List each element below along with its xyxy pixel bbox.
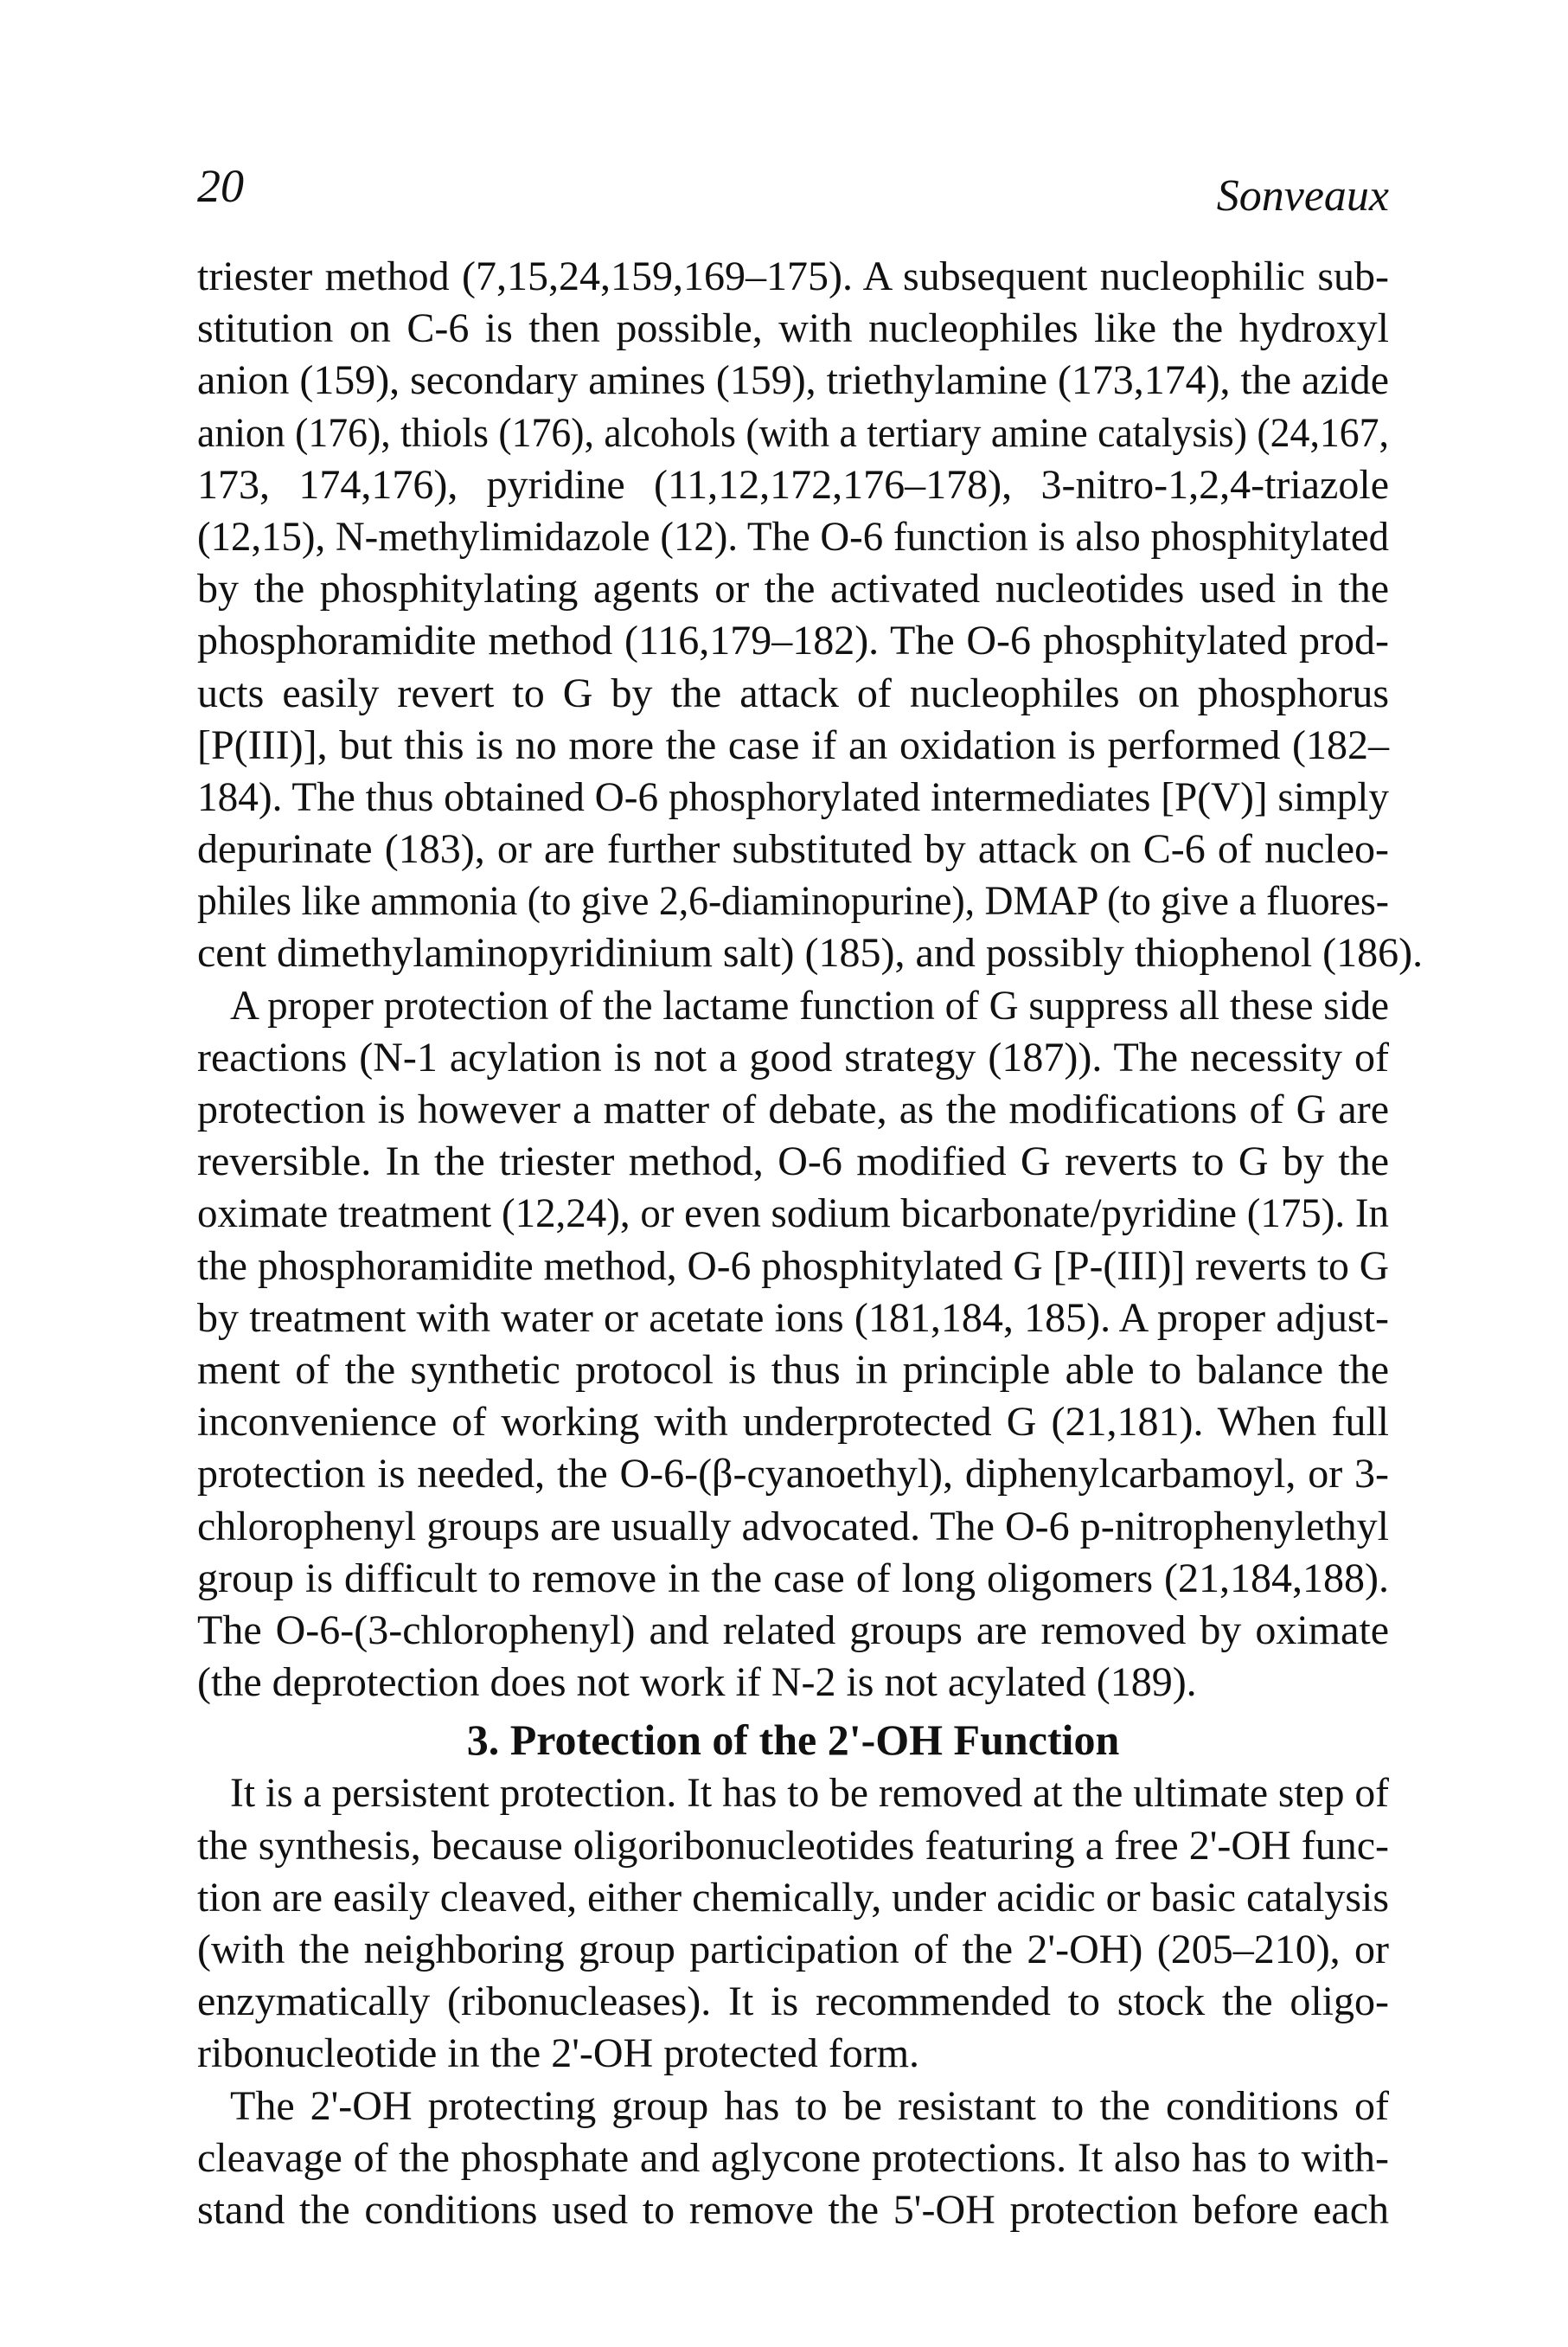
text-line: cent dimethylaminopyridinium salt) (185), and possibly thiophenol (186). <box>197 930 1424 977</box>
text-line: triester method (7,15,24,159,169–175). A subsequent nucleophilic sub- <box>197 253 1389 299</box>
text-line: stand the conditions used to remove the 5'-OH protection before each <box>197 2186 1389 2233</box>
text-line: stitution on C-6 is then possible, with nucleophiles like the hydroxyl <box>197 305 1389 352</box>
text-line: by the phosphitylating agents or the activated nucleotides used in the <box>197 566 1389 612</box>
text-line: enzymatically (ribonucleases). It is recommended to stock the oligo- <box>197 1978 1389 2025</box>
text-line: by treatment with water or acetate ions (181,184, 185). A proper adjust- <box>197 1294 1389 1341</box>
text-line: group is difficult to remove in the case of long oligomers (21,184,188). <box>197 1555 1389 1601</box>
text-line: the phosphoramidite method, O-6 phosphitylated G [P-(III)] reverts to G <box>197 1242 1389 1289</box>
text-line: anion (159), secondary amines (159), triethylamine (173,174), the azide <box>197 357 1389 404</box>
text-line: tion are easily cleaved, either chemically, under acidic or basic catalysis <box>197 1874 1389 1921</box>
text-line: the synthesis, because oligoribonucleotides featuring a free 2'-OH func- <box>197 1822 1389 1869</box>
text-line: oximate treatment (12,24), or even sodium bicarbonate/pyridine (175). In <box>197 1190 1389 1237</box>
text-line: It is a persistent protection. It has to be removed at the ultimate step of <box>230 1770 1389 1817</box>
text-line: A proper protection of the lactame function of G suppress all these side <box>230 982 1389 1029</box>
text-line: The O-6-(3-chlorophenyl) and related groups are removed by oximate <box>197 1606 1389 1653</box>
text-line: philes like ammonia (to give 2,6-diaminopurine), DMAP (to give a fluores- <box>197 878 1389 925</box>
text-line: 173, 174,176), pyridine (11,12,172,176–178), 3-nitro-1,2,4-triazole <box>197 461 1389 508</box>
paragraph <box>197 2081 1389 2237</box>
text-line: (with the neighboring group participation of the 2'-OH) (205–210), or <box>197 1927 1389 1972</box>
text-line: ribonucleotide in the 2'-OH protected form. <box>197 2030 920 2077</box>
text-line: reversible. In the triester method, O-6 modified G reverts to G by the <box>197 1138 1389 1185</box>
page-number: 20 <box>197 160 244 212</box>
text-line: cleavage of the phosphate and aglycone protections. It also has to with- <box>197 2134 1389 2181</box>
text-line: depurinate (183), or are further substituted by attack on C-6 of nucleo- <box>197 826 1389 873</box>
text-line: ucts easily revert to G by the attack of nucleophiles on phosphorus <box>197 670 1389 716</box>
text-line: anion (176), thiols (176), alcohols (with a tertiary amine catalysis) (24,167, <box>197 409 1389 456</box>
text-line: The 2'-OH protecting group has to be resistant to the conditions of <box>230 2082 1389 2129</box>
text-line: inconvenience of working with underprotected G (21,181). When full <box>197 1399 1389 1446</box>
running-head: Sonveaux <box>1216 171 1389 221</box>
text-line: ment of the synthetic protocol is thus in principle able to balance the <box>197 1346 1389 1393</box>
text-line: 184). The thus obtained O-6 phosphorylated intermediates [P(V)] simply <box>197 773 1389 820</box>
text-line: (12,15), N-methylimidazole (12). The O-6 function is also phosphitylated <box>197 513 1389 560</box>
text-line: protection is however a matter of debate, as the modifications of G are <box>197 1087 1389 1132</box>
text-line: phosphoramidite method (116,179–182). The O-6 phosphitylated prod- <box>197 618 1389 664</box>
text-line: reactions (N-1 acylation is not a good strategy (187)). The necessity of <box>197 1034 1389 1081</box>
text-line: protection is needed, the O-6-(β-cyanoethyl), diphenylcarbamoyl, or 3- <box>197 1451 1389 1497</box>
text-line: (the deprotection does not work if N-2 is not acylated (189). <box>197 1659 1197 1706</box>
section-heading: 3. Protection of the 2'-OH Function <box>466 1715 1120 1765</box>
paragraph <box>197 1767 1389 2080</box>
page-header <box>197 147 1389 225</box>
paragraph <box>197 980 1389 1709</box>
text-line: [P(III)], but this is no more the case if an oxidation is performed (182– <box>197 721 1389 768</box>
body-text <box>197 251 1424 2236</box>
text-line: chlorophenyl groups are usually advocated. The O-6 p-nitrophenylethyl <box>197 1503 1389 1549</box>
paragraph <box>197 251 1424 980</box>
